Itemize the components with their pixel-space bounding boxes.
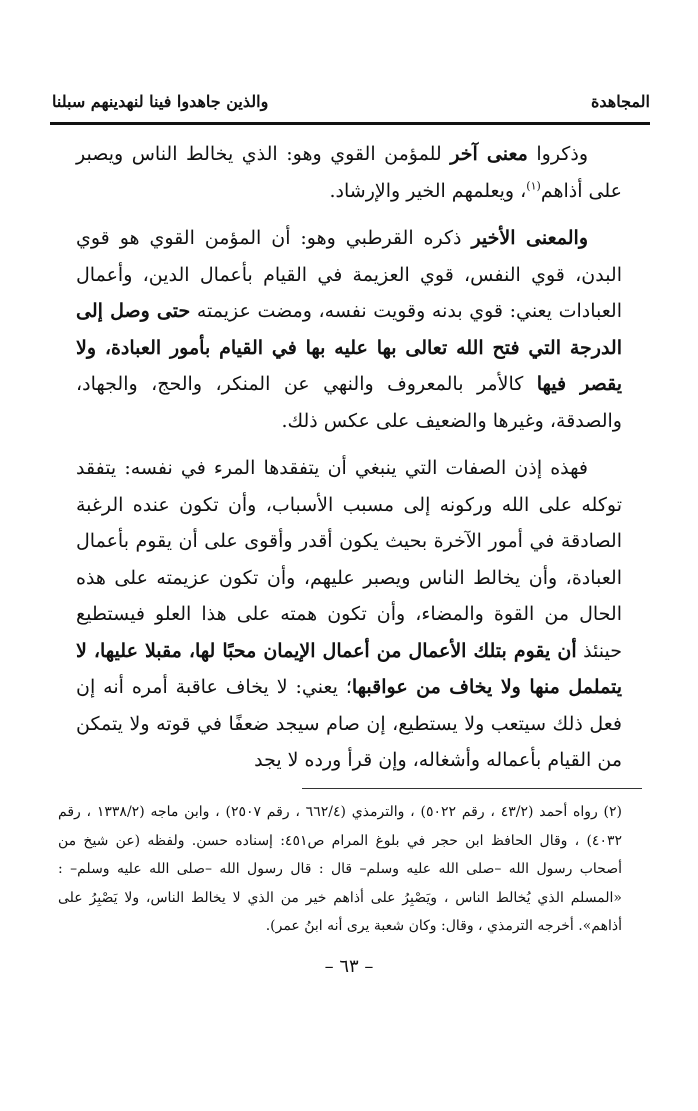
paragraph-2: والمعنى الأخير ذكره القرطبي وهو: أن المؤمن القوي هو قوي البدن، قوي النفس، قوي العزيمة في القيام بأعمال الدين، وأعمال العبادات يعني: قوي بدنه وقويت نفسه، ومضت عزيمته حتى وصل إلى الدرجة التي فتح الله تعالى بها عليه بها في القيام بأمور العبادة، ولا يقصر فيها كالأمر بالمعروف والنهي عن المنكر، والحج، والجهاد، والصدقة، وغيرها والضعيف على عكس ذلك. [76, 227, 623, 432]
body-text [76, 136, 622, 779]
footnote: (٢) رواه أحمد (٤٣/٢ ، رقم ٥٠٢٢) ، والترمذي (٦٦٢/٤ ، رقم ٢٥٠٧) ، وابن ماجه (١٣٣٨/٢ ، رقم ٤٠٣٢) ، وقال الحافظ ابن حجر في بلوغ المرام ص٤٥١: إسناده حسن. ولفظه (عن شيخ من أصحاب رسول الله –صلى الله عليه وسلم– قال : قال رسول الله –صلى الله عليه وسلم– : «المسلم الذي يُخالط الناس ، ويَصْبِرُ على أذاهم خير من الذي لا يخالط الناس، ولا يَصْبِرُ على أذاهم». أخرجه الترمذي ، وقال: وكان شعبة يرى أنه ابنُ عمر). [58, 804, 622, 934]
chapter-title: المجاهدة [591, 91, 650, 111]
header-rule [50, 122, 650, 125]
bold-phrase: أن يقوم بتلك الأعمال من أعمال الإيمان محبًا لها، مقبلا عليها، لا يتململ منها ولا يخاف من عواقبها [76, 639, 622, 698]
paragraph-1: وذكروا معنى آخر للمؤمن القوي وهو: الذي يخالط الناس ويصبر على أذاهم$^{(١)}$، ويعلمهم الخير والإرشاد. [76, 143, 622, 202]
bold-phrase: معنى آخر [450, 143, 528, 165]
running-header [52, 86, 650, 116]
page-number: – ٦٣ – [324, 956, 374, 977]
footnote-separator [302, 788, 642, 789]
bold-phrase: حتى وصل إلى الدرجة التي فتح الله تعالى بها عليه بها في القيام بأمور العبادة، ولا يقصر فيها [76, 300, 623, 395]
paragraph-3: فهذه إذن الصفات التي ينبغي أن يتفقدها المرء في نفسه: يتفقد توكله على الله وركونه إلى مسبب الأسباب، وأن تكون عنده الرغبة الصادقة في أمور الآخرة بحيث يكون أقدر وأقوى على أن يقوم بأعمال العبادة، وأن يخالط الناس ويصبر عليهم، وأن تكون عزيمته على هذه الحال من القوة والمضاء، وأن تكون همته على هذا العلو فيستطيع حينئذ أن يقوم بتلك الأعمال من أعمال الإيمان محبًا لها، مقبلا عليها، لا يتململ منها ولا يخاف من عواقبها؛ يعني: لا يخاف عاقبة أمره أنه إن فعل ذلك سيتعب ولا يستطيع، إن صام سيجد ضعفًا في قوته ولا يتمكن من القيام بأعماله وأشغاله، وإن قرأ ورده لا يجد [76, 457, 622, 771]
footnote-marker[interactable]: (١) [526, 179, 541, 193]
section-title: والذين جاهدوا فينا لنهدينهم سبلنا [52, 91, 269, 111]
bold-phrase: والمعنى الأخير [471, 227, 588, 249]
